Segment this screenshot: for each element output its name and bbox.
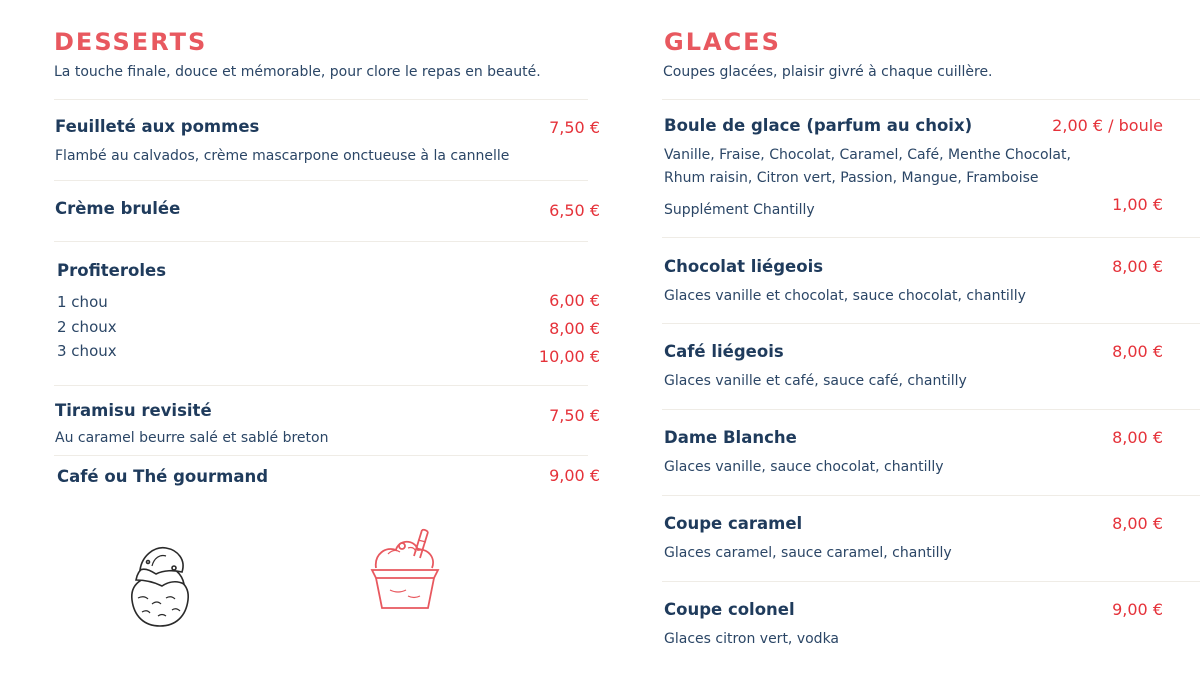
item-desc: Glaces vanille, sauce chocolat, chantilly xyxy=(664,459,944,475)
item-price: 8,00 € xyxy=(1112,428,1163,447)
item-desc-boule: Vanille, Fraise, Chocolat, Caramel, Café, Menthe Chocolat, xyxy=(664,147,1071,163)
divider xyxy=(662,237,1200,238)
item-name: Coupe colonel xyxy=(664,600,795,619)
profiteroles-option-label: 2 choux xyxy=(57,318,117,336)
profiteroles-option-label: 1 chou xyxy=(57,293,108,311)
item-name: Chocolat liégeois xyxy=(664,257,824,276)
item-desc: Glaces citron vert, vodka xyxy=(664,631,840,647)
supplement-price: 1,00 € xyxy=(1112,195,1163,214)
item-desc: Glaces vanille et café, sauce café, chantilly xyxy=(664,373,967,389)
divider xyxy=(54,180,588,181)
item-price: 8,00 € xyxy=(1112,514,1163,533)
divider xyxy=(54,241,588,242)
item-name-creme-brulee: Crème brulée xyxy=(55,199,181,218)
glaces-title: GLACES xyxy=(664,28,781,56)
item-name: Café liégeois xyxy=(664,342,784,361)
profiteroles-option-price: 8,00 € xyxy=(549,319,600,338)
item-price: 8,00 € xyxy=(1112,342,1163,361)
item-name-profiteroles: Profiteroles xyxy=(57,261,167,280)
item-desc: Glaces caramel, sauce caramel, chantilly xyxy=(664,545,952,561)
choux-pastry-icon xyxy=(126,540,196,630)
divider xyxy=(662,409,1200,410)
item-name: Coupe caramel xyxy=(664,514,803,533)
desserts-subtitle: La touche finale, douce et mémorable, pour clore le repas en beauté. xyxy=(54,64,541,80)
divider xyxy=(54,99,588,100)
ice-cream-cup-icon xyxy=(368,528,444,612)
item-price-feuillete: 7,50 € xyxy=(549,118,600,137)
item-name-feuillete: Feuilleté aux pommes xyxy=(55,117,260,136)
divider xyxy=(662,99,1200,100)
item-price-tiramisu: 7,50 € xyxy=(549,406,600,425)
item-price-boule: 2,00 € / boule xyxy=(1052,116,1163,135)
divider xyxy=(54,385,588,386)
item-price-creme-brulee: 6,50 € xyxy=(549,201,600,220)
divider xyxy=(662,581,1200,582)
item-name-boule: Boule de glace (parfum au choix) xyxy=(664,116,973,135)
item-desc-tiramisu: Au caramel beurre salé et sablé breton xyxy=(55,430,329,446)
desserts-title: DESSERTS xyxy=(54,28,208,56)
item-price: 8,00 € xyxy=(1112,257,1163,276)
divider xyxy=(662,495,1200,496)
item-desc-boule: Rhum raisin, Citron vert, Passion, Mangue, Framboise xyxy=(664,170,1039,186)
profiteroles-option-price: 10,00 € xyxy=(538,347,600,366)
divider xyxy=(662,323,1200,324)
item-price: 9,00 € xyxy=(1112,600,1163,619)
glaces-subtitle: Coupes glacées, plaisir givré à chaque cuillère. xyxy=(663,64,993,80)
item-desc: Glaces vanille et chocolat, sauce chocolat, chantilly xyxy=(664,288,1026,304)
supplement-label: Supplément Chantilly xyxy=(664,202,815,218)
item-name-cafe-gourmand: Café ou Thé gourmand xyxy=(57,467,269,486)
divider xyxy=(54,455,588,456)
profiteroles-option-label: 3 choux xyxy=(57,342,117,360)
item-price-cafe-gourmand: 9,00 € xyxy=(549,466,600,485)
profiteroles-option-price: 6,00 € xyxy=(549,291,600,310)
item-name: Dame Blanche xyxy=(664,428,797,447)
item-name-tiramisu: Tiramisu revisité xyxy=(55,401,212,420)
item-desc-feuillete: Flambé au calvados, crème mascarpone onctueuse à la cannelle xyxy=(55,148,510,164)
